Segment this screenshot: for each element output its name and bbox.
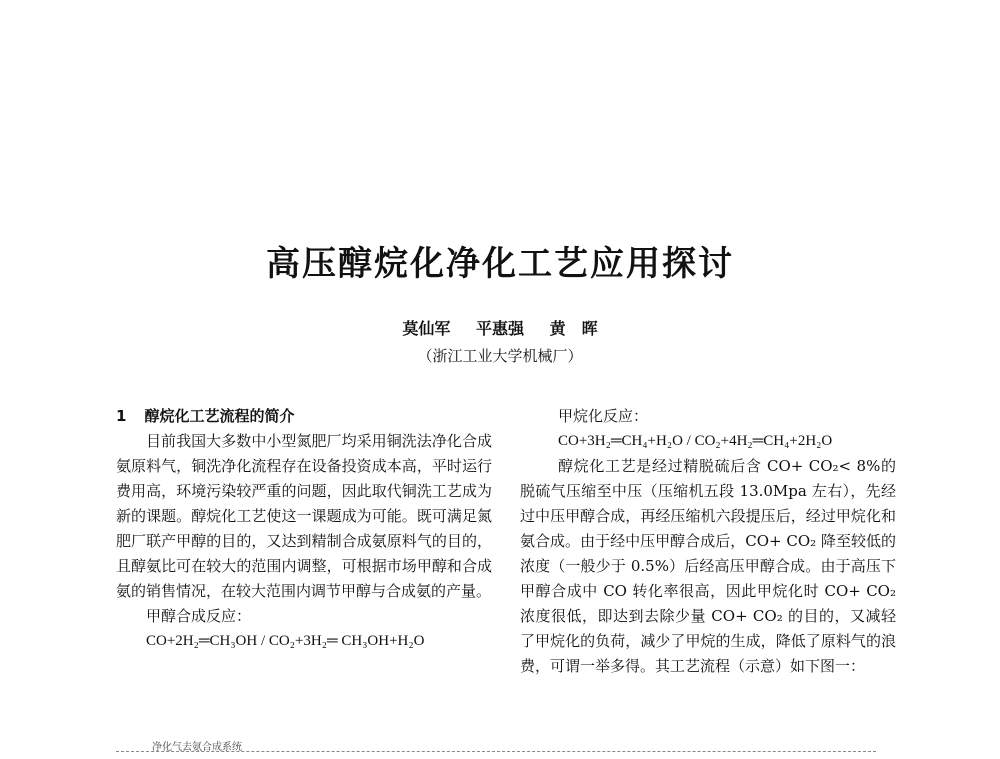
section-title: 醇烷化工艺流程的简介: [144, 407, 295, 425]
affiliation: （浙江工业大学机械厂）: [417, 347, 583, 365]
methanation-reaction-equation: CO+3H₂═CH₄+H₂O / CO₂+4H₂═CH₄+2H₂O: [558, 433, 833, 449]
intro-paragraph: 目前我国大多数中小型氮肥厂均采用铜洗法净化合成氨原料气，铜洗净化流程存在设备投资成本高，平时运行费用高，环境污染较严重的问题，因此取代铜洗工艺成为新的课题。醇烷化工艺使这一课题成为可能。既可满足氮肥厂联产甲醇的目的，又达到精制合成氨原料气的目的，且醇氨比可在较大的范围内调整，可根据市场甲醇和合成氨的销售情况，在较大范围内调节甲醇与合成氨的产量。: [116, 432, 492, 600]
author-list: [0, 316, 1000, 339]
left-column: [116, 404, 492, 654]
author-2: 平惠强: [475, 319, 524, 338]
paper-title: 高压醇烷化净化工艺应用探讨: [266, 244, 734, 284]
section-number: 1: [116, 407, 127, 425]
right-column: [520, 404, 896, 679]
methanation-reaction-label: 甲烷化反应：: [558, 407, 649, 425]
methanol-reaction-equation: CO+2H₂═CH₃OH / CO₂+3H₂═ CH₃OH+H₂O: [146, 633, 425, 649]
figure-divider-line: [116, 751, 876, 752]
figure-caption-fragment: 净化气去氨合成系统: [152, 742, 242, 753]
author-3: 黄 晖: [549, 319, 598, 338]
figure-fragment: [116, 738, 876, 758]
section-heading: [116, 404, 492, 429]
author-1: 莫仙军: [402, 319, 451, 338]
process-paragraph: 醇烷化工艺是经过精脱硫后含 CO+ CO₂< 8%的脱硫气压缩至中压（压缩机五段 13.0Mpa 左右），先经过中压甲醇合成，再经压缩机六段提压后，经过甲烷化和氨合成。由于经中压甲醇合成后，CO+ CO₂ 降至较低的浓度（一般少于 0.5%）后经高压甲醇合成。由于高压下甲醇合成中 CO 转化率很高，因此甲烷化时 CO+ CO₂ 浓度很低，即达到去除少量 CO+ CO₂ 的目的，又减轻了甲烷化的负荷，减少了甲烷的生成，降低了原料气的浪费，可谓一举多得。其工艺流程（示意）如下图一：: [520, 457, 896, 675]
methanol-reaction-label: 甲醇合成反应：: [146, 607, 252, 625]
